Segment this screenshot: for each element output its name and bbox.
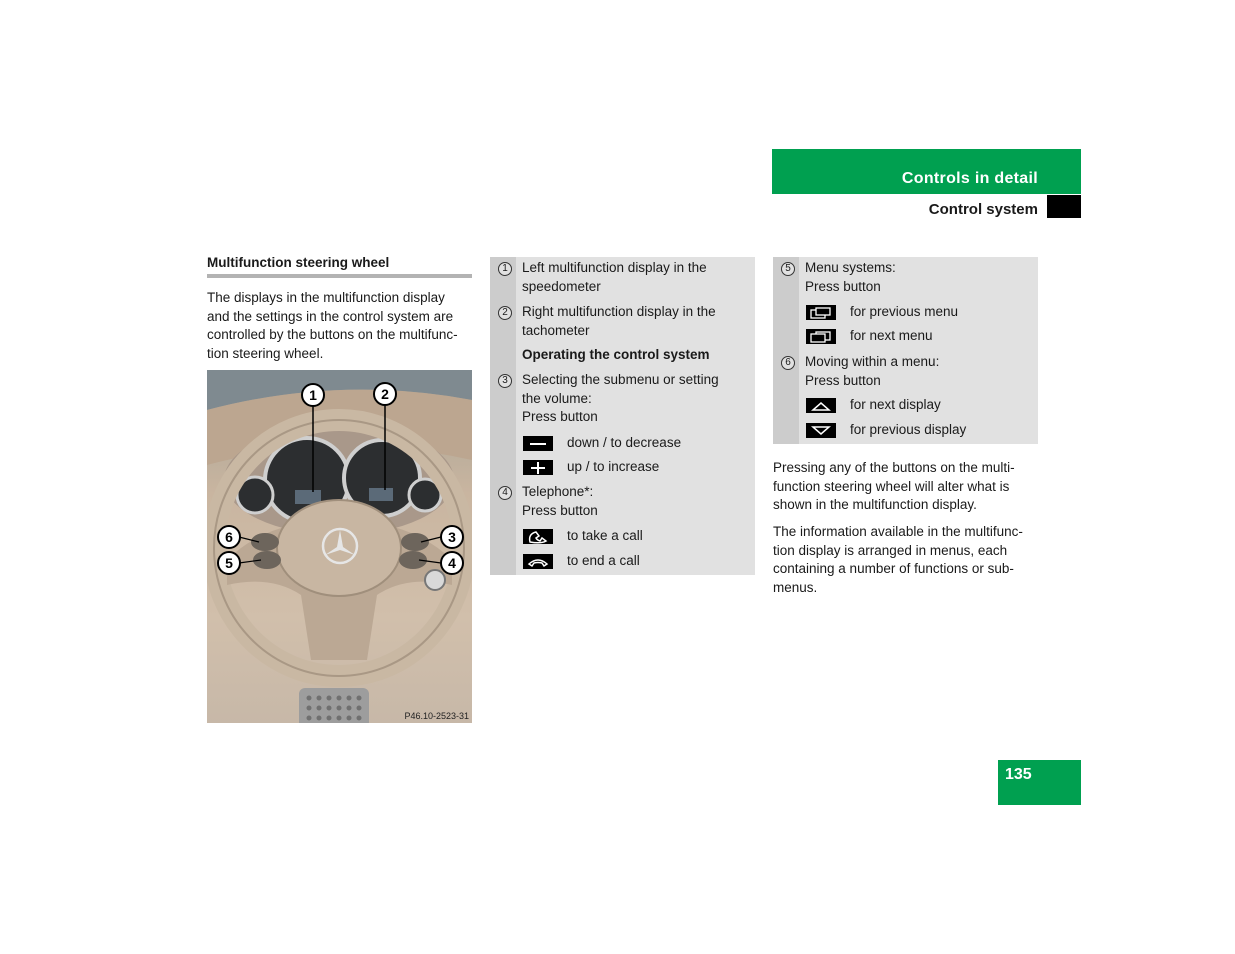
paragraph-line: menus.	[773, 580, 818, 596]
paragraph-buttons	[773, 459, 1041, 515]
callout-4: 4	[448, 555, 456, 571]
section-header	[772, 194, 1081, 218]
legend-item-4	[522, 483, 598, 520]
legend-line: Press button	[805, 372, 881, 388]
next-menu-label: for next menu	[850, 328, 933, 343]
legend-line: Press button	[522, 409, 598, 425]
callout-2: 2	[381, 386, 389, 402]
legend-number: 4	[498, 486, 512, 500]
legend-line: the volume:	[522, 390, 592, 406]
legend-number: 1	[498, 262, 512, 276]
minus-key-label: down / to decrease	[567, 435, 682, 450]
steering-wheel-figure	[207, 370, 472, 723]
legend-line: Moving within a menu:	[805, 354, 940, 369]
arrow-up-icon	[806, 398, 836, 413]
phone-take-call-icon	[523, 529, 553, 544]
callout-6: 6	[225, 529, 233, 545]
section-marker	[1047, 195, 1081, 218]
legend-number: 3	[498, 374, 512, 388]
section-title: Multifunction steering wheel	[207, 255, 472, 278]
legend-item-6	[805, 353, 939, 390]
minus-key-icon	[523, 436, 553, 451]
legend-item-1	[522, 259, 707, 296]
previous-menu-icon	[806, 305, 836, 320]
plus-key-icon	[523, 460, 553, 475]
chapter-header	[772, 149, 1081, 194]
legend-line: Press button	[805, 278, 881, 294]
legend-line: Menu systems:	[805, 260, 896, 275]
paragraph-line: shown in the multifunction display.	[773, 497, 977, 513]
legend-panel-left	[490, 257, 755, 575]
take-call-label: to take a call	[567, 528, 643, 543]
legend-item-2	[522, 303, 716, 340]
intro-line: controlled by the buttons on the multifunc-	[207, 327, 458, 343]
intro-line: tion steering wheel.	[207, 346, 324, 362]
page-number-box	[998, 760, 1081, 805]
legend-number: 5	[781, 262, 795, 276]
previous-display-label: for previous display	[850, 422, 967, 437]
plus-key-label: up / to increase	[567, 459, 660, 474]
next-display-label: for next display	[850, 397, 941, 412]
legend-gutter	[773, 257, 799, 444]
operating-heading: Operating the control system	[522, 347, 710, 362]
next-menu-icon	[806, 329, 836, 344]
legend-line: Selecting the submenu or setting	[522, 372, 719, 387]
paragraph-line: The information available in the multifunc-	[773, 524, 1023, 539]
callout-3: 3	[448, 529, 456, 545]
legend-line: Telephone*:	[522, 484, 594, 499]
legend-item-5	[805, 259, 896, 296]
arrow-down-icon	[806, 423, 836, 438]
legend-line: speedometer	[522, 278, 601, 294]
paragraph-line: containing a number of functions or sub-	[773, 561, 1014, 577]
intro-text	[207, 289, 475, 364]
paragraph-line: tion display is arranged in menus, each	[773, 542, 1008, 558]
page-number: 135	[1005, 766, 1032, 783]
previous-menu-label: for previous menu	[850, 304, 959, 319]
end-call-label: to end a call	[567, 553, 640, 568]
callout-1: 1	[309, 387, 317, 403]
intro-line: and the settings in the control system are	[207, 308, 454, 324]
callout-5: 5	[225, 555, 233, 571]
intro-line: The displays in the multifunction display	[207, 290, 445, 305]
legend-number: 6	[781, 356, 795, 370]
legend-line: tachometer	[522, 322, 590, 338]
legend-line: Left multifunction display in the	[522, 260, 707, 275]
legend-panel-right	[773, 257, 1038, 444]
legend-item-3	[522, 371, 719, 427]
legend-line: Right multifunction display in the	[522, 304, 716, 319]
section-title-header: Control system	[928, 201, 1038, 218]
paragraph-line: Pressing any of the buttons on the multi-	[773, 460, 1015, 475]
chapter-title: Controls in detail	[901, 170, 1038, 187]
steering-wheel-illustration	[207, 370, 472, 723]
paragraph-line: function steering wheel will alter what is	[773, 478, 1010, 494]
legend-number: 2	[498, 306, 512, 320]
legend-line: Press button	[522, 502, 598, 518]
paragraph-menus	[773, 523, 1041, 598]
phone-end-call-icon	[523, 554, 553, 569]
figure-code: P46.10-2523-31	[404, 711, 469, 721]
legend-gutter	[490, 257, 516, 575]
